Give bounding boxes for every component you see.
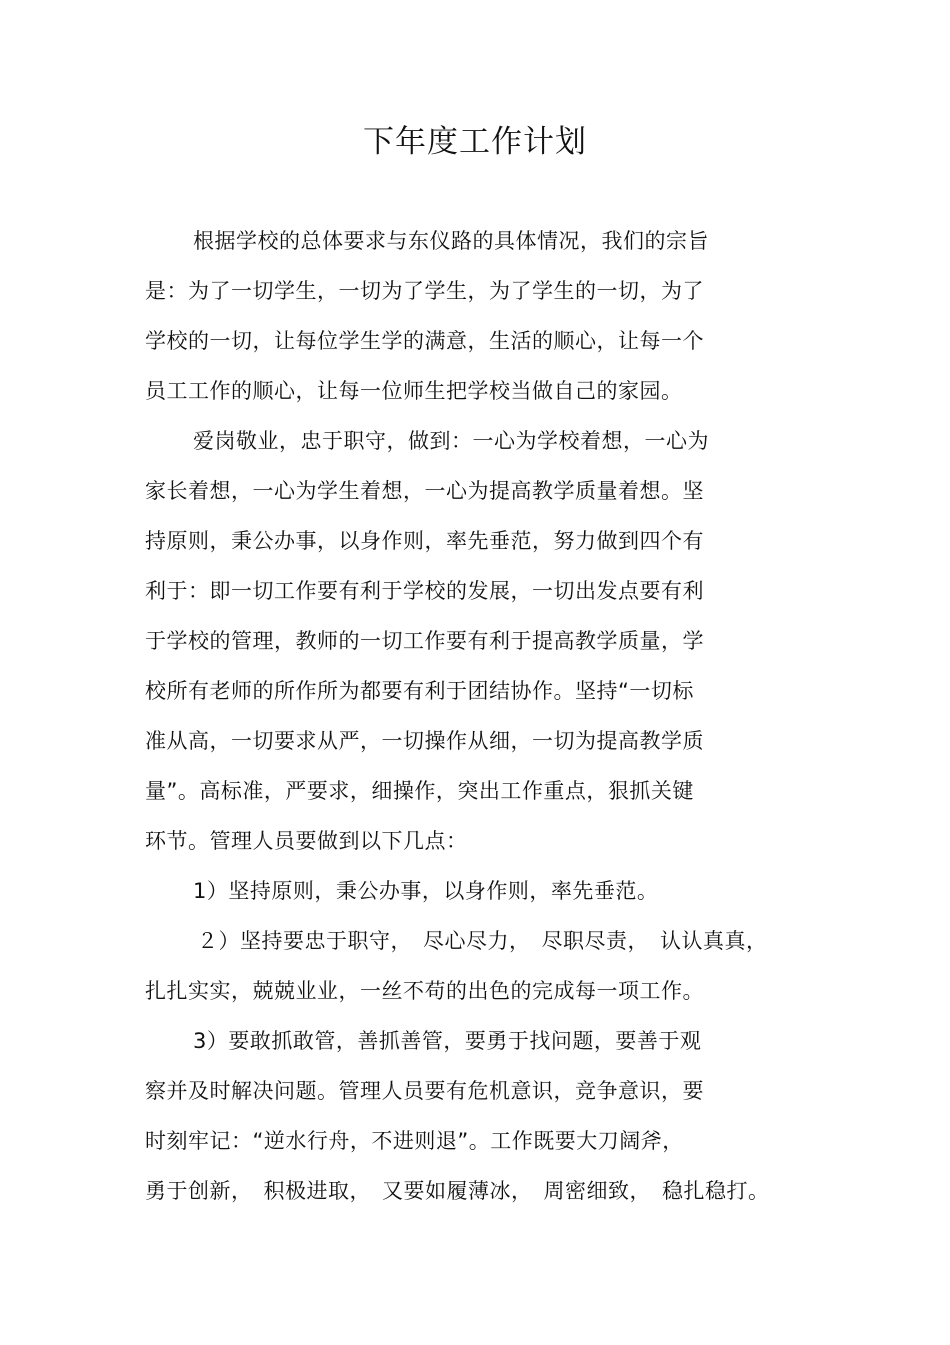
document-body <box>145 216 805 1216</box>
list-item-1: 1）坚持原则，秉公办事，以身作则，率先垂范。 <box>193 879 659 903</box>
paragraph-line: 校所有老师的所作所为都要有利于团结协作。坚持“一切标 <box>145 679 694 703</box>
paragraph-line: 察并及时解决问题。管理人员要有危机意识，竞争意识，要 <box>145 1079 704 1103</box>
paragraph-line: 于学校的管理，教师的一切工作要有利于提高教学质量，学 <box>145 629 704 653</box>
list-item-2: ２）坚持要忠于职守， 尽心尽力， 尽职尽责， 认认真真， <box>197 929 768 953</box>
paragraph-line: 学校的一切，让每位学生学的满意，生活的顺心，让每一个 <box>145 329 704 353</box>
paragraph-line: 利于：即一切工作要有利于学校的发展，一切出发点要有利 <box>145 579 704 603</box>
paragraph-line: 持原则，秉公办事，以身作则，率先垂范，努力做到四个有 <box>145 529 704 553</box>
paragraph-line: 时刻牢记：“逆水行舟，不进则退”。工作既要大刀阔斧， <box>145 1129 684 1153</box>
paragraph-line: 量”。高标准，严要求，细操作，突出工作重点，狠抓关键 <box>145 779 694 803</box>
paragraph-line: 准从高，一切要求从严，一切操作从细，一切为提高教学质 <box>145 729 704 753</box>
paragraph-line: 根据学校的总体要求与东仪路的具体情况，我们的宗旨 <box>193 229 709 253</box>
paragraph-line: 家长着想，一心为学生着想，一心为提高教学质量着想。坚 <box>145 479 704 503</box>
document-title: 下年度工作计划 <box>363 124 587 160</box>
paragraph-line: 扎扎实实，兢兢业业，一丝不苟的出色的完成每一项工作。 <box>145 979 704 1003</box>
paragraph-line: 爱岗敬业，忠于职守，做到：一心为学校着想，一心为 <box>193 429 709 453</box>
paragraph-line: 环节。管理人员要做到以下几点： <box>145 829 468 853</box>
paragraph-line: 员工工作的顺心，让每一位师生把学校当做自己的家园。 <box>145 379 683 403</box>
list-item-3: 3）要敢抓敢管，善抓善管，要勇于找问题，要善于观 <box>193 1029 702 1053</box>
paragraph-line: 勇于创新， 积极进取， 又要如履薄冰， 周密细致， 稳扎稳打。 <box>145 1179 770 1203</box>
paragraph-line: 是：为了一切学生，一切为了学生，为了学生的一切，为了 <box>145 279 704 303</box>
